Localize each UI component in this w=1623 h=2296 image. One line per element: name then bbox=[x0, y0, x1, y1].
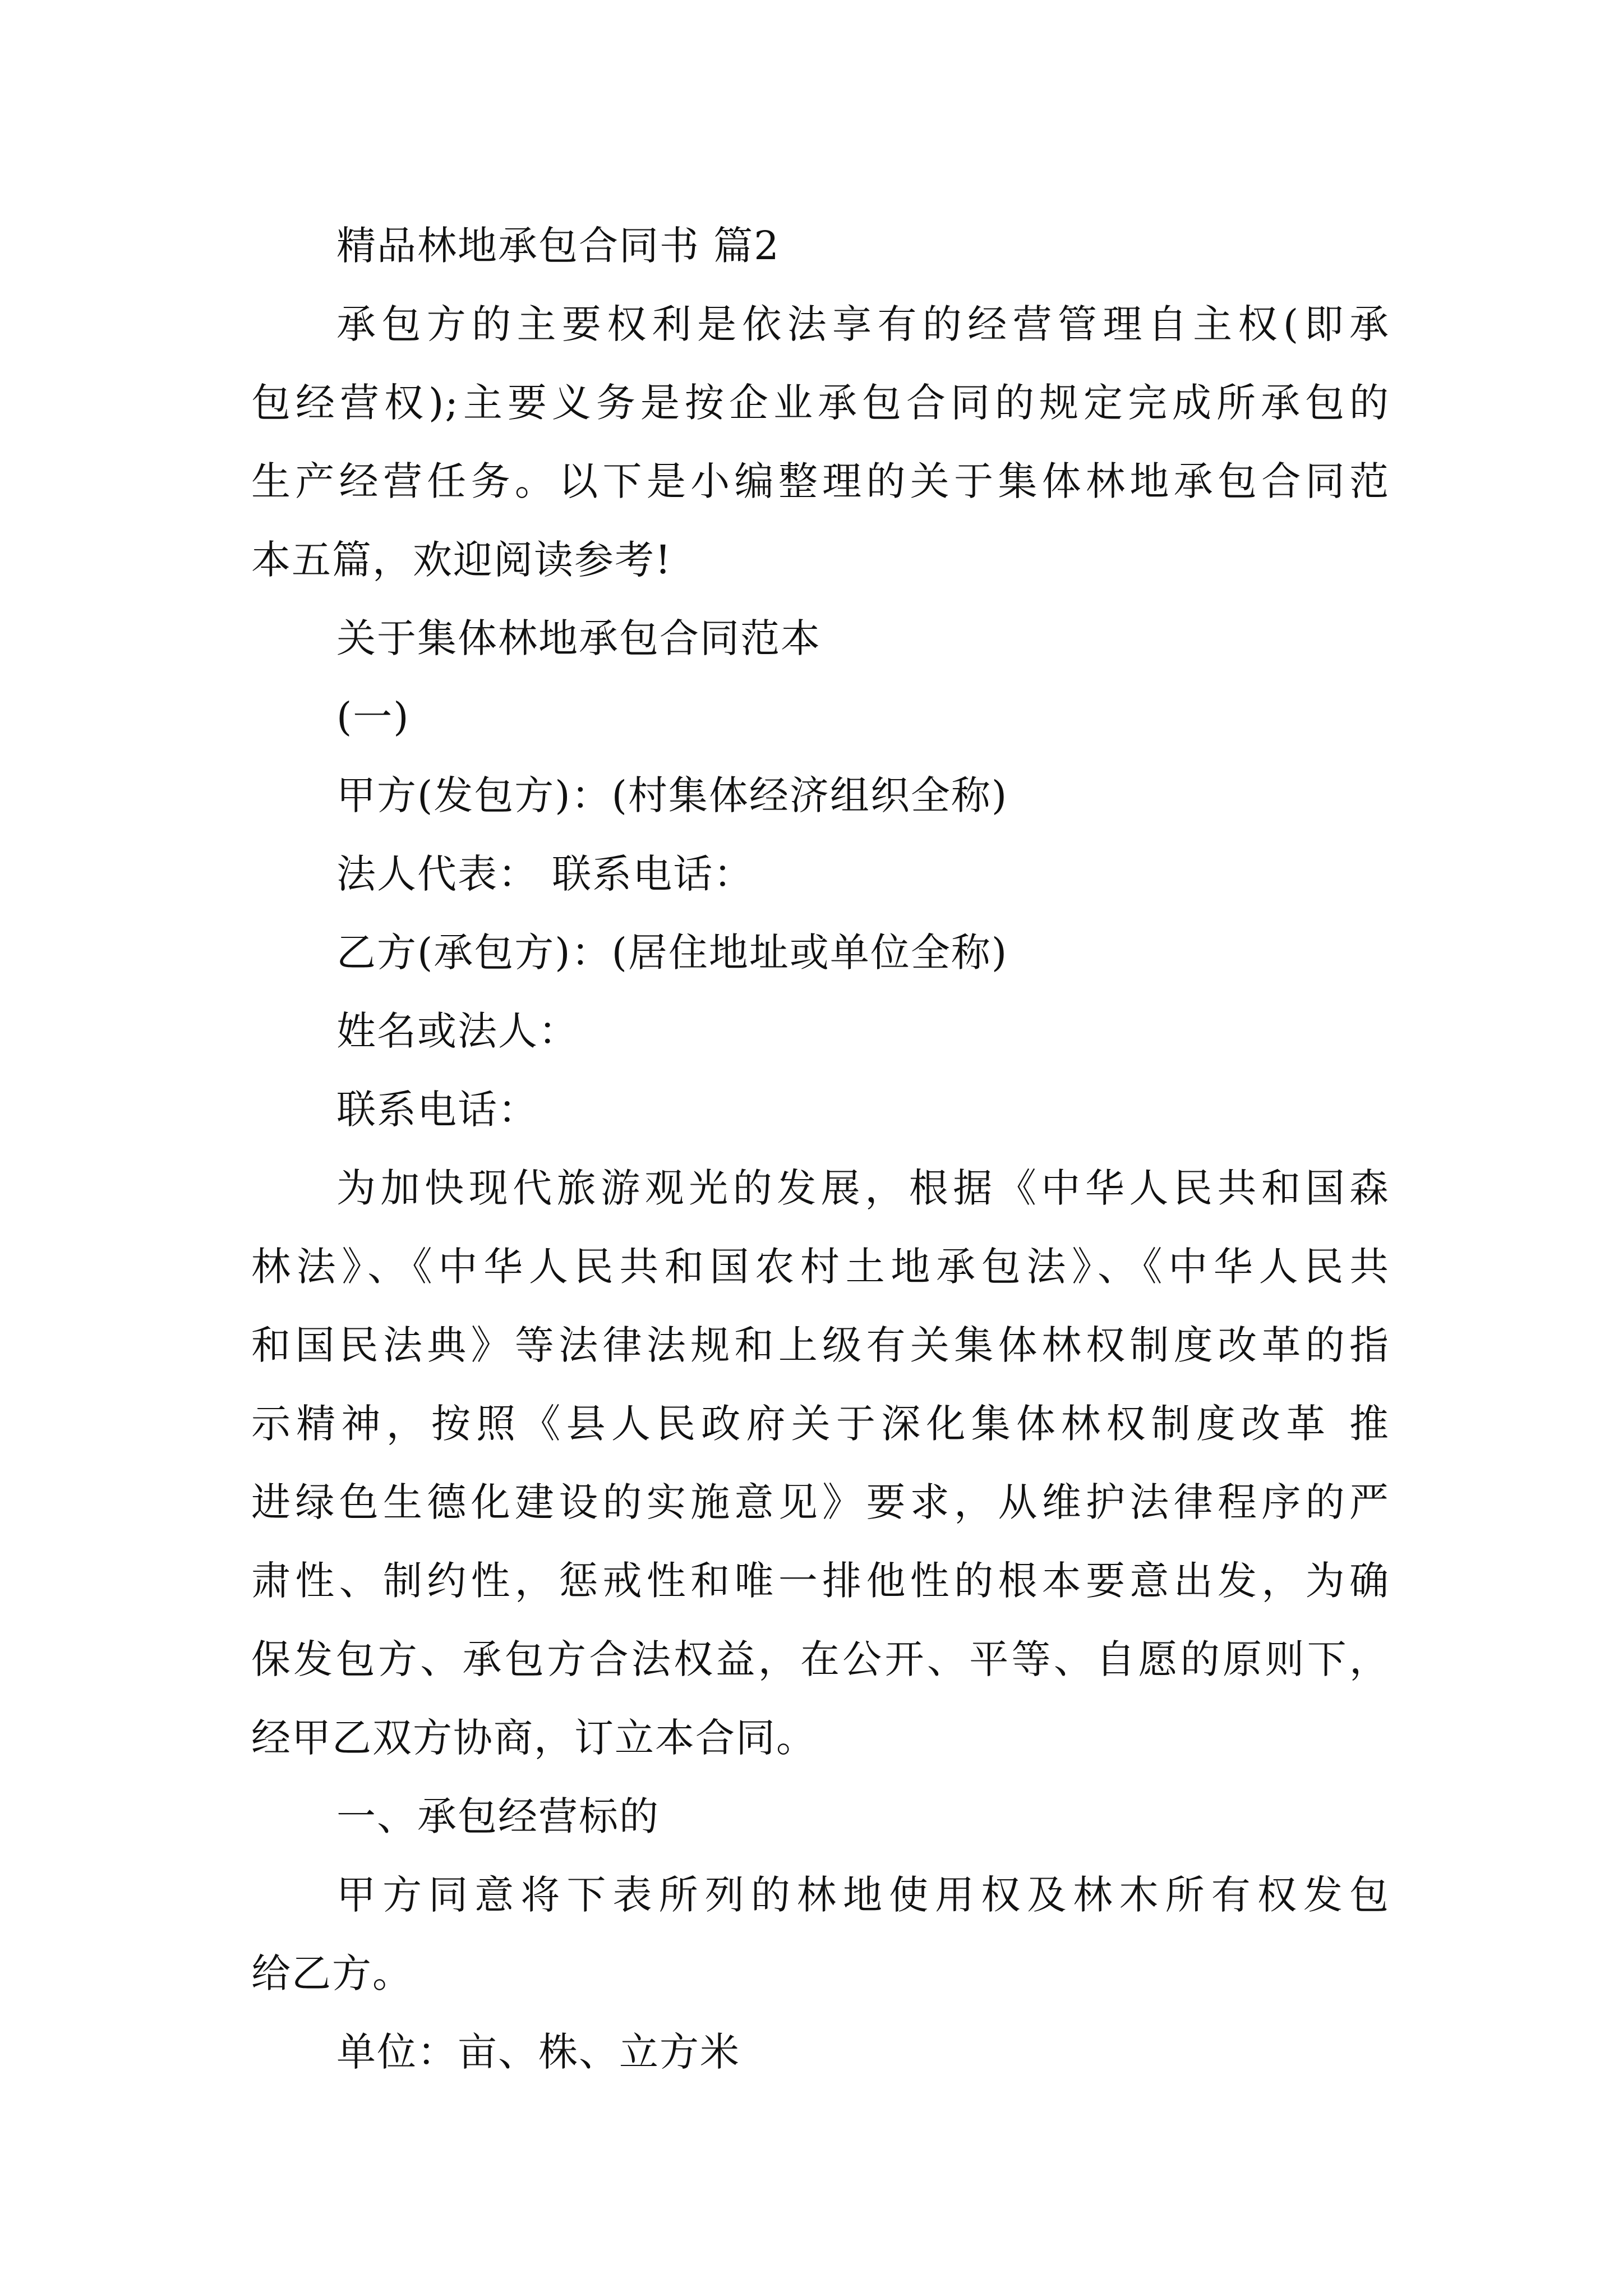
document-body bbox=[251, 206, 1390, 2091]
section-one-line-2: 给乙方。 bbox=[251, 1950, 413, 1996]
intro-line-4: 本五篇，欢迎阅读参考! bbox=[251, 537, 672, 583]
contract-subtitle: 关于集体林地承包合同范本 bbox=[336, 615, 821, 661]
preamble-line-6: 肃性、制约性，惩戒性和唯一排他性的根本要意出发，为确 bbox=[251, 1558, 1390, 1604]
preamble-line-8: 经甲乙双方协商，订立本合同。 bbox=[251, 1715, 817, 1761]
contact-phone-line: 联系电话： bbox=[336, 1087, 538, 1133]
units-line: 单位：亩、株、立方米 bbox=[336, 2029, 740, 2075]
preamble-line-2: 林法》、《中华人民共和国农村土地承包法》、《中华人民共 bbox=[251, 1244, 1390, 1290]
preamble-line-3: 和国民法典》等法律法规和上级有关集体林权制度改革的指 bbox=[251, 1322, 1390, 1368]
intro-line-1: 承包方的主要权利是依法享有的经营管理自主权(即承 bbox=[336, 301, 1390, 347]
party-a-line: 甲方(发包方)：(村集体经济组织全称) bbox=[336, 772, 1008, 818]
document-title: 精品林地承包合同书 篇2 bbox=[336, 223, 780, 269]
preamble-line-1: 为加快现代旅游观光的发展，根据《中华人民共和国森 bbox=[336, 1165, 1390, 1211]
part-number: (一) bbox=[336, 694, 410, 740]
intro-line-2: 包经营权);主要义务是按企业承包合同的规定完成所承包的 bbox=[251, 380, 1390, 426]
preamble-line-4: 示精神，按照《县人民政府关于深化集体林权制度改革 推 bbox=[251, 1401, 1390, 1447]
preamble-line-7: 保发包方、承包方合法权益，在公开、平等、自愿的原则下， bbox=[251, 1636, 1390, 1682]
name-or-legal-line: 姓名或法人： bbox=[336, 1008, 579, 1054]
party-b-line: 乙方(承包方)：(居住地址或单位全称) bbox=[336, 930, 1008, 976]
preamble-line-5: 进绿色生德化建设的实施意见》要求，从维护法律程序的严 bbox=[251, 1479, 1390, 1525]
intro-line-3: 生产经营任务。以下是小编整理的关于集体林地承包合同范 bbox=[251, 458, 1390, 504]
section-one-heading: 一、承包经营标的 bbox=[336, 1793, 660, 1839]
legal-rep-line: 法人代表： 联系电话： bbox=[336, 851, 754, 897]
section-one-line-1: 甲方同意将下表所列的林地使用权及林木所有权发包 bbox=[336, 1872, 1390, 1918]
